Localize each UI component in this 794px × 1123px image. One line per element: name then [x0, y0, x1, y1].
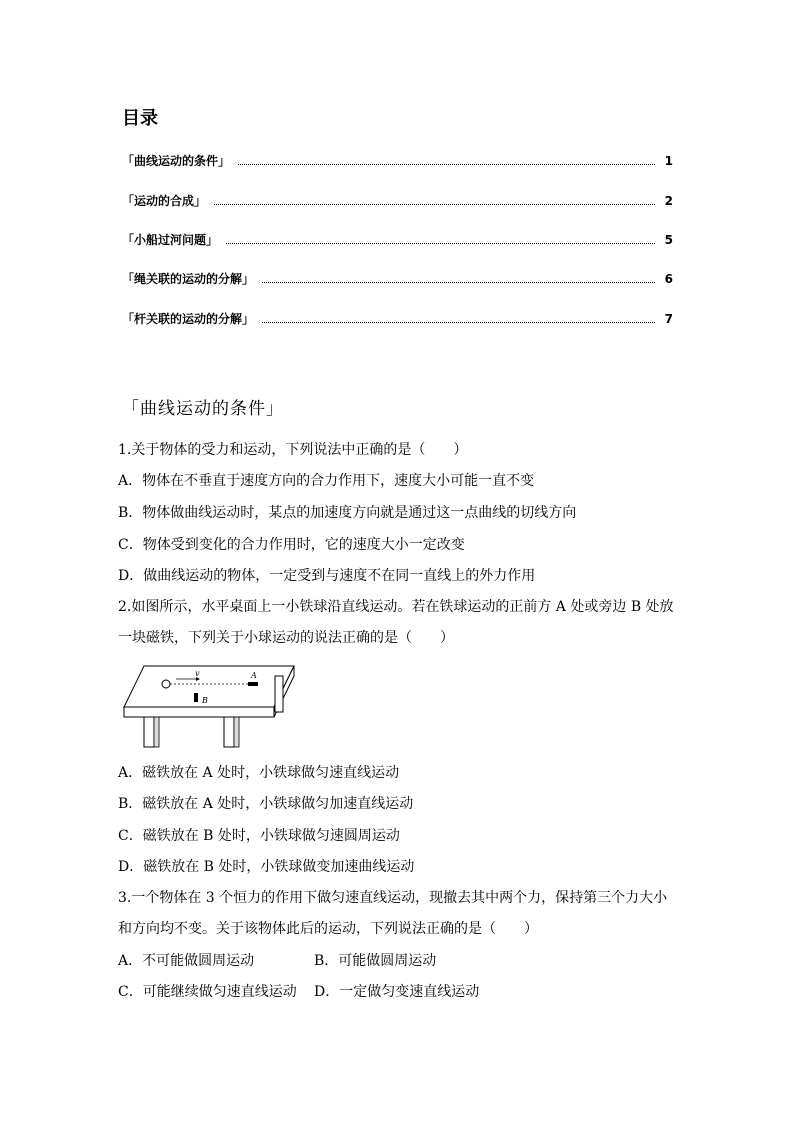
point-a-label: A — [251, 671, 257, 680]
question-1-option-a: A．物体在不垂直于速度方向的合力作用下，速度大小可能一直不变 — [118, 473, 535, 489]
magnet-b — [194, 693, 198, 702]
question-2-option-c: C．磁铁放在 B 处时，小铁球做匀速圆周运动 — [118, 828, 400, 844]
question-3-option-a: A．不可能做圆周运动 — [118, 953, 255, 969]
magnet-a — [248, 682, 258, 686]
toc-title: 目录 — [122, 108, 158, 129]
question-3-stem-line-2: 和方向均不变。关于该物体此后的运动，下列说法正确的是（ ） — [118, 921, 538, 937]
toc-leader-dots — [262, 321, 655, 323]
question-3-stem-line-1: 3.一个物体在 3 个恒力的作用下做匀速直线运动，现撤去其中两个力，保持第三个力大小 — [118, 890, 668, 906]
toc-entry-label: 「绳关联的运动的分解」 — [122, 272, 255, 286]
question-2-option-a: A．磁铁放在 A 处时，小铁球做匀速直线运动 — [118, 765, 400, 781]
question-1-option-d: D．做曲线运动的物体，一定受到与速度不在同一直线上的外力作用 — [118, 568, 536, 584]
toc-entry-label: 「曲线运动的条件」 — [122, 154, 231, 168]
toc-leader-dots — [214, 203, 655, 205]
toc-entry[interactable] — [122, 310, 673, 330]
question-3-option-c: C．可能继续做匀速直线运动 — [118, 984, 297, 1000]
question-2-option-d: D．磁铁放在 B 处时，小铁球做变加速曲线运动 — [118, 859, 415, 875]
toc-page-number: 1 — [664, 154, 673, 168]
velocity-label: v — [195, 669, 200, 678]
question-3-option-d: D．一定做匀变速直线运动 — [314, 984, 480, 1000]
question-1-option-c: C．物体受到变化的合力作用时，它的速度大小一定改变 — [118, 537, 465, 553]
question-2-option-b: B．磁铁放在 A 处时，小铁球做匀加速直线运动 — [118, 796, 414, 812]
toc-leader-dots — [226, 242, 655, 244]
question-3-option-b: B．可能做圆周运动 — [314, 953, 437, 969]
table-figure — [120, 662, 300, 750]
toc-page-number: 2 — [664, 194, 673, 208]
section-title: 「曲线运动的条件」 — [122, 399, 284, 419]
iron-ball — [162, 680, 170, 688]
toc-entry[interactable] — [122, 231, 673, 251]
toc-entry[interactable] — [122, 270, 673, 290]
toc-entry[interactable] — [122, 152, 673, 172]
question-1-option-b: B．物体做曲线运动时，某点的加速度方向就是通过这一点曲线的切线方向 — [118, 505, 577, 521]
question-2-stem-line-2: 一块磁铁，下列关于小球运动的说法正确的是（ ） — [118, 630, 454, 646]
toc-leader-dots — [238, 163, 655, 165]
question-1-stem: 1.关于物体的受力和运动，下列说法中正确的是（ ） — [118, 442, 468, 458]
point-b-label: B — [202, 696, 208, 705]
toc-page-number: 6 — [664, 272, 673, 286]
toc-entry[interactable] — [122, 192, 673, 212]
toc-leader-dots — [262, 281, 655, 283]
toc-entry-label: 「杆关联的运动的分解」 — [122, 312, 255, 326]
toc-entry-label: 「运动的合成」 — [122, 194, 207, 208]
toc-page-number: 5 — [664, 233, 673, 247]
toc-entry-label: 「小船过河问题」 — [122, 233, 219, 247]
toc-page-number: 7 — [664, 312, 673, 326]
question-2-stem-line-1: 2.如图所示，水平桌面上一小铁球沿直线运动。若在铁球运动的正前方 A 处或旁边 B 处放 — [118, 599, 674, 615]
